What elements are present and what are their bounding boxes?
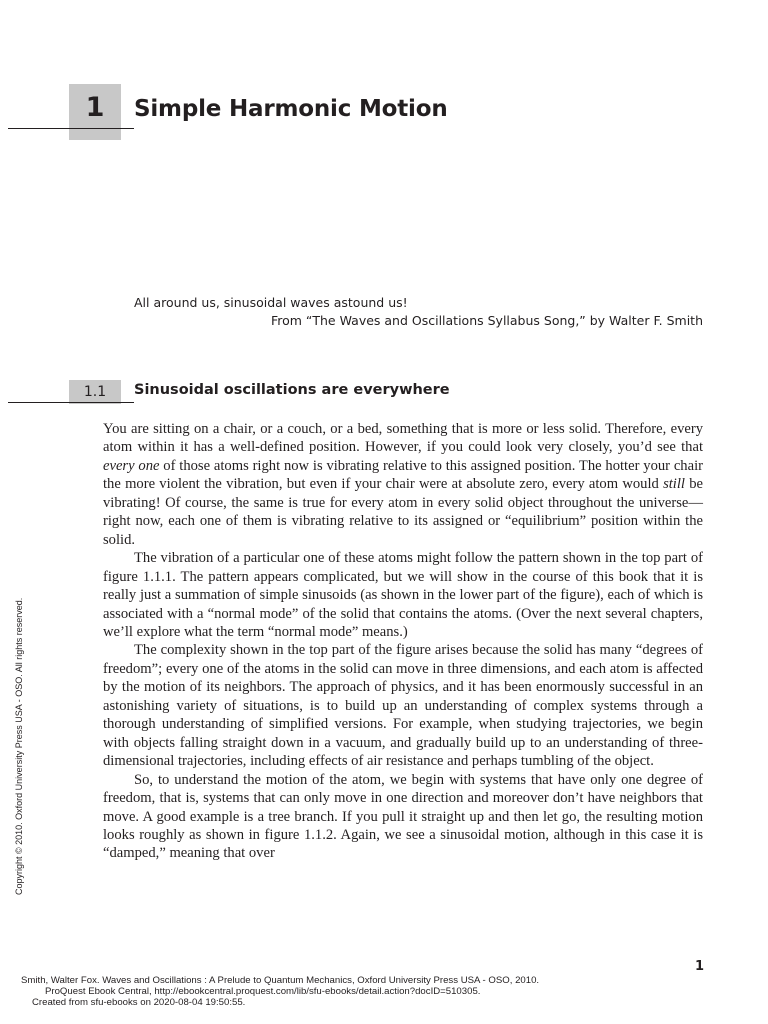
paragraph-1-part-c: be vibrating! Of course, the same is true for every atom in every solid object throughout the universe—right now, each one of them is vibrating relative to its assigned or “equilibrium” position within the solid. <box>103 476 703 548</box>
paragraph-1-part-a: You are sitting on a chair, or a couch, or a bed, something that is more or less solid. Therefore, every atom within it has a well-defined position. However, if you could look very closely, you’d see that <box>103 421 703 456</box>
section-title: Sinusoidal oscillations are everywhere <box>134 382 450 398</box>
epigraph-quote: All around us, sinusoidal waves astound us! <box>134 295 408 310</box>
copyright-notice: Copyright © 2010. Oxford University Press USA - OSO. All rights reserved. <box>14 597 24 895</box>
paragraph-1 <box>103 420 703 549</box>
body-text <box>103 420 703 863</box>
citation-line-2: ProQuest Ebook Central, http://ebookcentral.proquest.com/lib/sfu-ebooks/detail.action?docID=510305. <box>45 986 481 997</box>
chapter-number: 1 <box>85 92 105 123</box>
chapter-rule <box>8 128 134 129</box>
citation-line-1: Smith, Walter Fox. Waves and Oscillations : A Prelude to Quantum Mechanics, Oxford University Press USA - OSO, 2010. <box>21 975 540 986</box>
chapter-title: Simple Harmonic Motion <box>134 96 448 122</box>
paragraph-1-emphasis-every-one: every one <box>103 457 160 474</box>
paragraph-4: So, to understand the motion of the atom, we begin with systems that have only one degree of freedom, that is, systems that can only move in one direction and moreover don’t have neighbors that move. A good example is a tree branch. If you pull it straight up and then let go, the resulting motion looks roughly as shown in figure 1.1.2. Again, we see a sinusoidal motion, although in this case it is “damped,” meaning that over <box>103 771 703 862</box>
page-number: 1 <box>694 959 704 974</box>
epigraph-attribution: From “The Waves and Oscillations Syllabus Song,” by Walter F. Smith <box>270 313 703 328</box>
paragraph-2: The vibration of a particular one of these atoms might follow the pattern shown in the top part of figure 1.1.1. The pattern appears complicated, but we will show in the course of this book that it is really just a summation of simple sinusoids (as shown in the lower part of the figure), each of which is associated with a “normal mode” of the solid that contains the atoms. (Over the next several chapters, we’ll explore what the term “normal mode” means.) <box>103 550 703 640</box>
paragraph-3: The complexity shown in the top part of the figure arises because the solid has many “degrees of freedom”; every one of the atoms in the solid can move in three dimensions, and each atom is affected by the motion of its neighbors. The approach of physics, and it has been enormously successful in an astonishing variety of situations, is to build up an understanding of complex systems through a thorough understanding of simplified versions. For example, when studying trajectories, we begin with objects falling straight down in a vacuum, and gradually build up to an understanding of three-dimensional trajectories, including effects of air resistance and perhaps tumbling of the object. <box>103 642 703 770</box>
citation-line-3: Created from sfu-ebooks on 2020-08-04 19:50:55. <box>32 997 246 1008</box>
paragraph-1-emphasis-still: still <box>663 476 685 493</box>
section-number: 1.1 <box>83 384 107 400</box>
paragraph-1-part-b: of those atoms right now is vibrating relative to this assigned position. The hotter your chair the more violent the vibration, but even if your chair were at absolute zero, every atom would <box>103 457 703 493</box>
citation-footer <box>21 975 761 1008</box>
section-rule <box>8 402 134 403</box>
